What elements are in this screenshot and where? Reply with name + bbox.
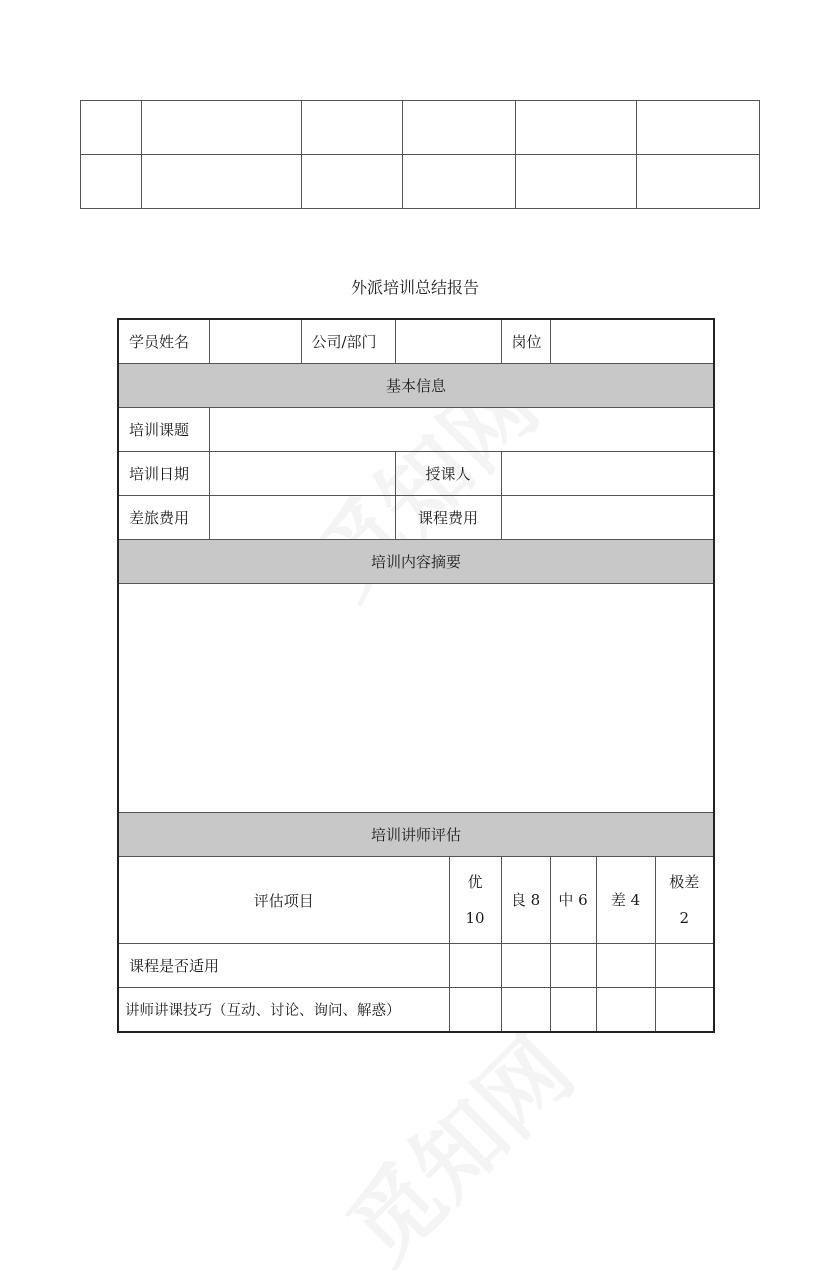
table-row xyxy=(118,319,714,364)
rating-poor-header: 差 4 xyxy=(596,857,655,944)
company-field[interactable] xyxy=(395,319,501,364)
table-row xyxy=(118,944,714,988)
table-row xyxy=(81,101,760,155)
section-header-eval xyxy=(118,813,714,857)
position-field[interactable] xyxy=(550,319,714,364)
watermark xyxy=(314,1004,597,1286)
table-cell[interactable] xyxy=(81,155,142,209)
date-label: 培训日期 xyxy=(118,452,209,496)
company-label: 公司/部门 xyxy=(301,319,395,364)
table-row xyxy=(81,155,760,209)
summary-text-area[interactable] xyxy=(118,584,714,813)
rating-medium-header: 中 6 xyxy=(550,857,596,944)
report-form-table xyxy=(117,318,715,1033)
rating-good-header: 良 8 xyxy=(501,857,550,944)
rating-cell[interactable] xyxy=(550,944,596,988)
rating-cell[interactable] xyxy=(550,988,596,1033)
rating-cell[interactable] xyxy=(501,988,550,1033)
topic-label: 培训课题 xyxy=(118,408,209,452)
student-name-field[interactable] xyxy=(209,319,301,364)
table-cell[interactable] xyxy=(142,155,302,209)
table-row xyxy=(118,408,714,452)
section-title: 基本信息 xyxy=(118,364,714,408)
table-cell[interactable] xyxy=(81,101,142,155)
table-row xyxy=(118,496,714,540)
student-name-label: 学员姓名 xyxy=(118,319,209,364)
rating-excellent-header xyxy=(449,857,501,944)
topic-field[interactable] xyxy=(209,408,714,452)
section-header-summary xyxy=(118,540,714,584)
eval-item-label: 课程是否适用 xyxy=(118,944,449,988)
table-row xyxy=(118,988,714,1033)
section-header-basic xyxy=(118,364,714,408)
table-cell[interactable] xyxy=(637,155,760,209)
table-cell[interactable] xyxy=(403,155,516,209)
table-cell[interactable] xyxy=(516,101,637,155)
eval-item-header: 评估项目 xyxy=(118,857,449,944)
table-cell[interactable] xyxy=(637,101,760,155)
course-fee-field[interactable] xyxy=(501,496,714,540)
section-title: 培训讲师评估 xyxy=(118,813,714,857)
rating-cell[interactable] xyxy=(449,988,501,1033)
table-cell[interactable] xyxy=(142,101,302,155)
lecturer-field[interactable] xyxy=(501,452,714,496)
travel-cost-field[interactable] xyxy=(209,496,395,540)
section-title: 培训内容摘要 xyxy=(118,540,714,584)
travel-cost-label: 差旅费用 xyxy=(118,496,209,540)
rating-score: 2 xyxy=(679,909,690,927)
table-cell[interactable] xyxy=(302,155,403,209)
rating-cell[interactable] xyxy=(596,988,655,1033)
rating-label: 极差 xyxy=(669,873,700,891)
top-blank-table xyxy=(80,100,760,209)
lecturer-label: 授课人 xyxy=(395,452,501,496)
rating-cell[interactable] xyxy=(596,944,655,988)
position-label: 岗位 xyxy=(501,319,550,364)
date-field[interactable] xyxy=(209,452,395,496)
table-cell[interactable] xyxy=(302,101,403,155)
rating-very-poor-header xyxy=(655,857,714,944)
rating-cell[interactable] xyxy=(449,944,501,988)
table-row xyxy=(118,857,714,944)
table-row xyxy=(118,584,714,813)
table-row xyxy=(118,452,714,496)
table-cell[interactable] xyxy=(403,101,516,155)
eval-item-label: 讲师讲课技巧（互动、讨论、询问、解惑） xyxy=(118,988,449,1033)
page-title: 外派培训总结报告 xyxy=(350,278,479,297)
course-fee-label: 课程费用 xyxy=(395,496,501,540)
table-cell[interactable] xyxy=(516,155,637,209)
rating-label: 优 xyxy=(467,873,483,891)
rating-cell[interactable] xyxy=(655,988,714,1033)
rating-cell[interactable] xyxy=(655,944,714,988)
rating-score: 10 xyxy=(465,909,485,927)
rating-cell[interactable] xyxy=(501,944,550,988)
